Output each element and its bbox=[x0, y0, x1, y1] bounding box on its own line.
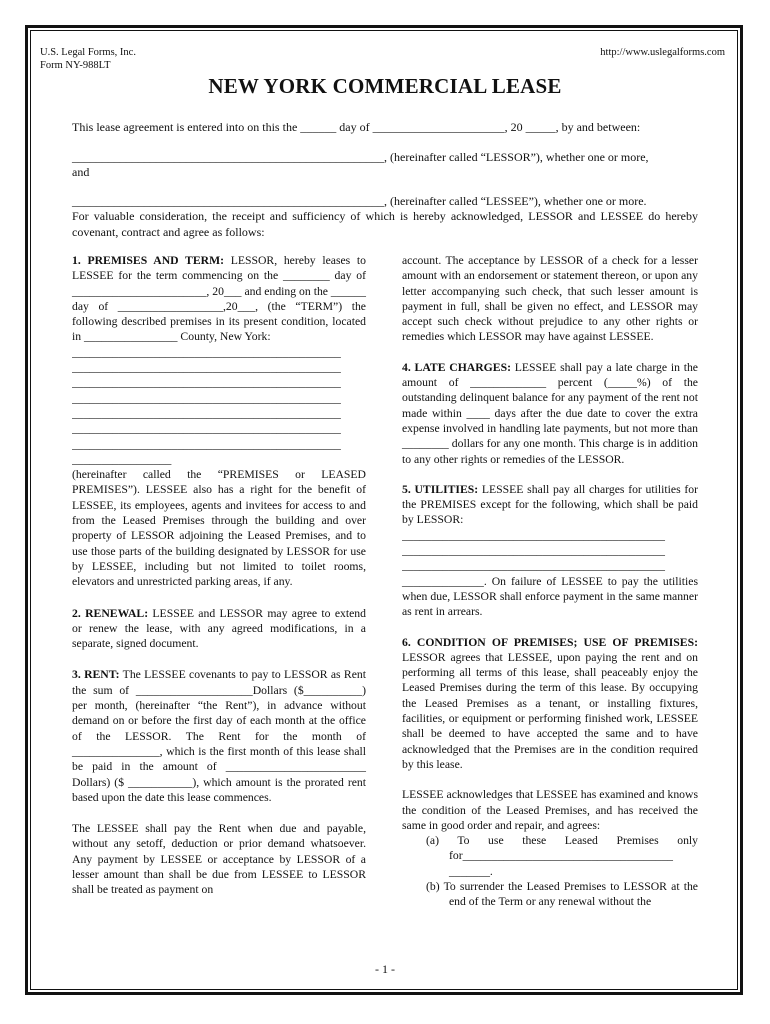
rent-paragraph-2: The LESSEE shall pay the Rent when due and payable, without any setoff, deduction or prior demand whatsoever. Any payment by LESSEE or acceptance by LESSOR of a lesser amount than shall be due from LESSEE to LESSOR shall be treated as payment on bbox=[72, 822, 366, 897]
publisher-name: U.S. Legal Forms, Inc. bbox=[40, 47, 136, 58]
premises-continuation: (hereinafter called the “PREMISES or LEASED PREMISES”). LESSEE also has a right for the benefit of LESSEE, its employees, agents and invitees for access to and from the Leased Premises through the building and over property of LESSOR adjoining the Leased Premises, and to use those parts of the building designated by LESSOR for use by LESSEE, including but not limited to toilet rooms, elevators and unrestricted parking areas, if any. bbox=[72, 468, 366, 589]
utilities-blank-line: _____________________________________________ bbox=[402, 559, 665, 573]
utilities-blank-line: _____________________________________________ bbox=[402, 544, 665, 558]
section-premises bbox=[72, 253, 366, 345]
premises-blank-line: ______________________________________________ bbox=[72, 437, 341, 451]
section-utilities bbox=[402, 482, 698, 528]
utilities-blank-line: _____________________________________________ bbox=[402, 528, 665, 542]
section-condition bbox=[402, 635, 698, 773]
premises-blank-line: ______________________________________________ bbox=[72, 345, 341, 359]
premises-blank-line: ______________________________________________ bbox=[72, 361, 341, 375]
and-word: and bbox=[72, 165, 90, 179]
renewal-text: LESSEE and LESSOR may agree to extend or renew the lease, with any agreed modifications, in a separate, signed document. bbox=[72, 606, 366, 651]
document-title: NEW YORK COMMERCIAL LEASE bbox=[208, 74, 562, 98]
right-column bbox=[402, 253, 698, 910]
section-heading-premises: 1. PREMISES AND TERM: bbox=[72, 254, 225, 267]
premises-short-blank: _________________ bbox=[72, 452, 172, 466]
condition-paragraph-2: LESSEE acknowledges that LESSEE has examined and knows the condition of the Leased Premises, and has received the same in good order and repair, and agrees: bbox=[402, 788, 698, 832]
utilities-failure-text: ______________. On failure of LESSEE to pay the utilities when due, LESSOR shall enforce payment in the same manner as rent in arrears. bbox=[402, 574, 698, 619]
section-late-charges bbox=[402, 360, 698, 467]
section-heading-late-charges: 4. LATE CHARGES: bbox=[402, 360, 511, 374]
premises-blank-line: ______________________________________________ bbox=[72, 422, 341, 436]
page-number: - 1 - bbox=[375, 962, 395, 976]
rent-continued: account. The acceptance by LESSOR of a check for a lesser amount with an endorsement or statement thereon, or upon any letter accompanying such check, that such lesser amount is payment in full, shall be given no effect, and LESSOR may accept such check without prejudice to any other rights or remedies which LESSOR may have against LESSEE. bbox=[402, 254, 698, 344]
left-column bbox=[72, 253, 366, 898]
rent-text: The LESSEE covenants to pay to LESSOR as Rent the sum of ____________________Dollars ($__________) per month, (hereinafter “the Rent”), in advance without demand on or before the first day of each month at the office of the LESSOR. The Rent for the month of _______________, which is the first month of this lease shall be paid in the amount of ________________________ Dollars) ($ ___________), which amount is the prorated rent based upon the date this lease commences. bbox=[72, 668, 366, 804]
premises-blank-line: ______________________________________________ bbox=[72, 391, 341, 405]
section-heading-rent: 3. RENT: bbox=[72, 668, 120, 682]
lessee-line: ____________________________________________________, (hereinafter called “LESSEE”), whether one or more. bbox=[72, 194, 647, 208]
premises-blank-line: ______________________________________________ bbox=[72, 376, 341, 390]
section-heading-utilities: 5. UTILITIES: bbox=[402, 482, 479, 496]
condition-text: LESSOR agrees that LESSEE, upon paying the rent and on performing all terms of this lease, shall peaceably enjoy the Leased Premises during the term of this lease. By occupying the Leased Premises as a tenant, or installing fixtures, facilities, or equipment or performing finished work, LESSEE shall be deemed to have accepted the same and to have acknowledged that the Premises are in the condition required by this lease. bbox=[402, 650, 698, 771]
condition-item-a-end: _______. bbox=[449, 864, 493, 878]
condition-item-a: (a) To use these Leased Premises only for____________________________________ bbox=[426, 834, 698, 863]
lessor-line: ____________________________________________________, (hereinafter called “LESSOR”), whether one or more, bbox=[72, 150, 649, 164]
utilities-text: LESSEE shall pay all charges for utilities for the PREMISES except for the following, which shall be paid by LESSOR: bbox=[402, 482, 698, 527]
premises-blank-line: ______________________________________________ bbox=[72, 406, 341, 420]
section-rent bbox=[72, 667, 366, 805]
section-renewal bbox=[72, 606, 366, 652]
consideration-paragraph: For valuable consideration, the receipt and sufficiency of which is hereby acknowledged, LESSOR and LESSEE do hereby covenant, contract and agree as follows: bbox=[72, 209, 698, 239]
website-url[interactable]: http://www.uslegalforms.com bbox=[600, 47, 725, 58]
premises-text: LESSOR, hereby leases to LESSEE for the term commencing on the ________ day of _______________________, 20___ and ending on the ______ day of __________________,20___, (the “TERM”) the following described premises in its present condition, located in ________________ County, New York: bbox=[72, 254, 367, 344]
intro-date-line: This lease agreement is entered into on this the ______ day of ______________________, 20 _____, by and between: bbox=[72, 120, 641, 134]
publisher-header bbox=[40, 46, 136, 72]
condition-item-b: (b) To surrender the Leased Premises to LESSOR at the end of the Term or any renewal without the bbox=[426, 879, 698, 909]
section-heading-condition: 6. CONDITION OF PREMISES; USE OF PREMISES: bbox=[402, 635, 698, 649]
form-number: Form NY-988LT bbox=[40, 60, 111, 71]
late-charges-text: LESSEE shall pay a late charge in the amount of _____________ percent (_____%) of the outstanding delinquent balance for any payment of the rent not made within ____ days after the due date to cover the extra expense involved in handling late payments, but not more than ________ dollars for any one month. This charge is in addition to any other rights or remedies of the LESSOR. bbox=[402, 360, 698, 466]
section-heading-renewal: 2. RENEWAL: bbox=[72, 606, 149, 620]
